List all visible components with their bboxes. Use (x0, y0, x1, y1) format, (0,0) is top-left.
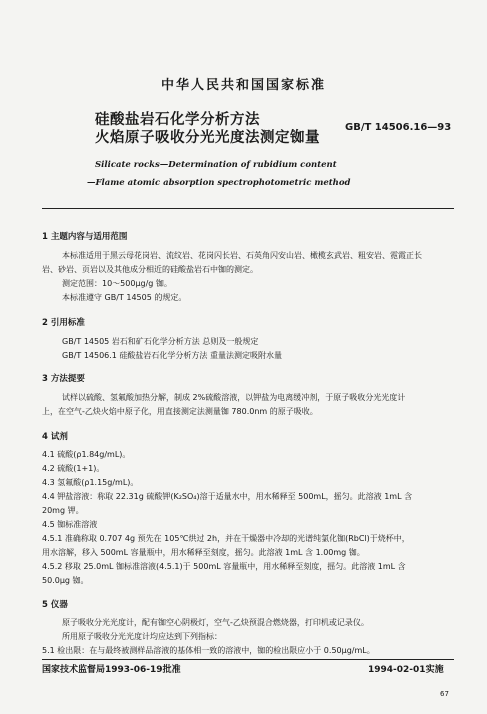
section-3-para-1b: 上，在空气-乙炔火焰中原子化，用直接测定法测量铷 780.0nm 的原子吸收。 (42, 407, 318, 416)
section-2-title: 2 引用标准 (42, 318, 85, 328)
header-org: 中华人民共和国国家标准 (160, 78, 326, 93)
item-4-5-1a: 4.5.1 准确称取 0.707 4g 预先在 105℃烘过 2h，并在干燥器中冷却的光谱纯氯化铷(RbCl)于烧杯中， (42, 534, 410, 543)
item-4-5-1b: 用水溶解，移入 500mL 容量瓶中，用水稀释至刻度，摇匀。此溶液 1mL 含 1.00mg 铷。 (42, 548, 365, 557)
approval-date: 国家技术监督局1993-06-19批准 (42, 665, 181, 675)
item-4-2: 4.2 硫酸(1+1)。 (42, 464, 105, 473)
page-number: 67 (440, 690, 449, 698)
reference-1: GB/T 14505 岩石和矿石化学分析方法 总则及一般规定 (62, 337, 259, 346)
title-line-2: 火焰原子吸收分光光度法测定铷量 (95, 130, 320, 146)
section-3-title: 3 方法提要 (42, 374, 85, 384)
title-line-1: 硅酸盐岩石化学分析方法 (95, 112, 260, 128)
section-1-para-2: 测定范围：10～500μg/g 铷。 (62, 279, 172, 288)
standard-number: GB/T 14506.16—93 (345, 122, 452, 133)
section-3-para-1a: 试样以硫酸、氢氟酸加热分解，制成 2%硫酸溶液，以钾盐为电离缓冲剂，于原子吸收分光光度计 (62, 393, 406, 402)
item-4-5-2a: 4.5.2 移取 25.0mL 铷标准溶液(4.5.1)于 500mL 容量瓶中，用水稀释至刻度，摇匀。此溶液 1mL 含 (42, 562, 406, 571)
english-title-2: —Flame atomic absorption spectrophotometric method (87, 178, 351, 188)
footer-divider (42, 659, 454, 660)
title-divider (42, 208, 454, 209)
section-1-title: 1 主题内容与适用范围 (42, 232, 128, 242)
section-5-para-1: 原子吸收分光光度计，配有铷空心阴极灯，空气-乙炔预混合燃烧器，打印机或记录仪。 (62, 618, 369, 627)
item-4-1: 4.1 硫酸(ρ1.84g/mL)。 (42, 450, 131, 459)
item-4-4b: 20mg 钾。 (42, 506, 84, 515)
item-5-1: 5.1 检出限：在与最终被测样品溶液的基体相一致的溶液中，铷的检出限应小于 0.50μg/mL。 (42, 646, 375, 655)
item-4-4a: 4.4 钾盐溶液：称取 22.31g 硫酸钾(K₂SO₄)溶于适量水中，用水稀释至 500mL，摇匀。此溶液 1mL 含 (42, 492, 413, 501)
item-4-5-2b: 50.0μg 铷。 (42, 576, 89, 585)
section-1-para-3: 本标准遵守 GB/T 14505 的规定。 (62, 293, 187, 302)
section-5-para-2: 所用原子吸收分光光度计均应达到下列指标： (62, 632, 222, 641)
item-4-3: 4.3 氢氟酸(ρ1.15g/mL)。 (42, 478, 139, 487)
english-title-1: Silicate rocks—Determination of rubidium content (95, 160, 337, 170)
section-5-title: 5 仪器 (42, 600, 68, 610)
section-1-para-1b: 岩、砂岩、页岩以及其他成分相近的硅酸盐岩石中铷的测定。 (42, 265, 258, 274)
reference-2: GB/T 14506.1 硅酸盐岩石化学分析方法 重量法测定吸附水量 (62, 351, 282, 360)
item-4-5: 4.5 铷标准溶液 (42, 520, 98, 529)
effective-date: 1994-02-01实施 (368, 665, 444, 675)
section-4-title: 4 试剂 (42, 432, 68, 442)
section-1-para-1a: 本标准适用于黑云母花岗岩、流纹岩、花岗闪长岩、石英角闪安山岩、橄榄玄武岩、粗安岩、霓霞正长 (62, 251, 422, 260)
